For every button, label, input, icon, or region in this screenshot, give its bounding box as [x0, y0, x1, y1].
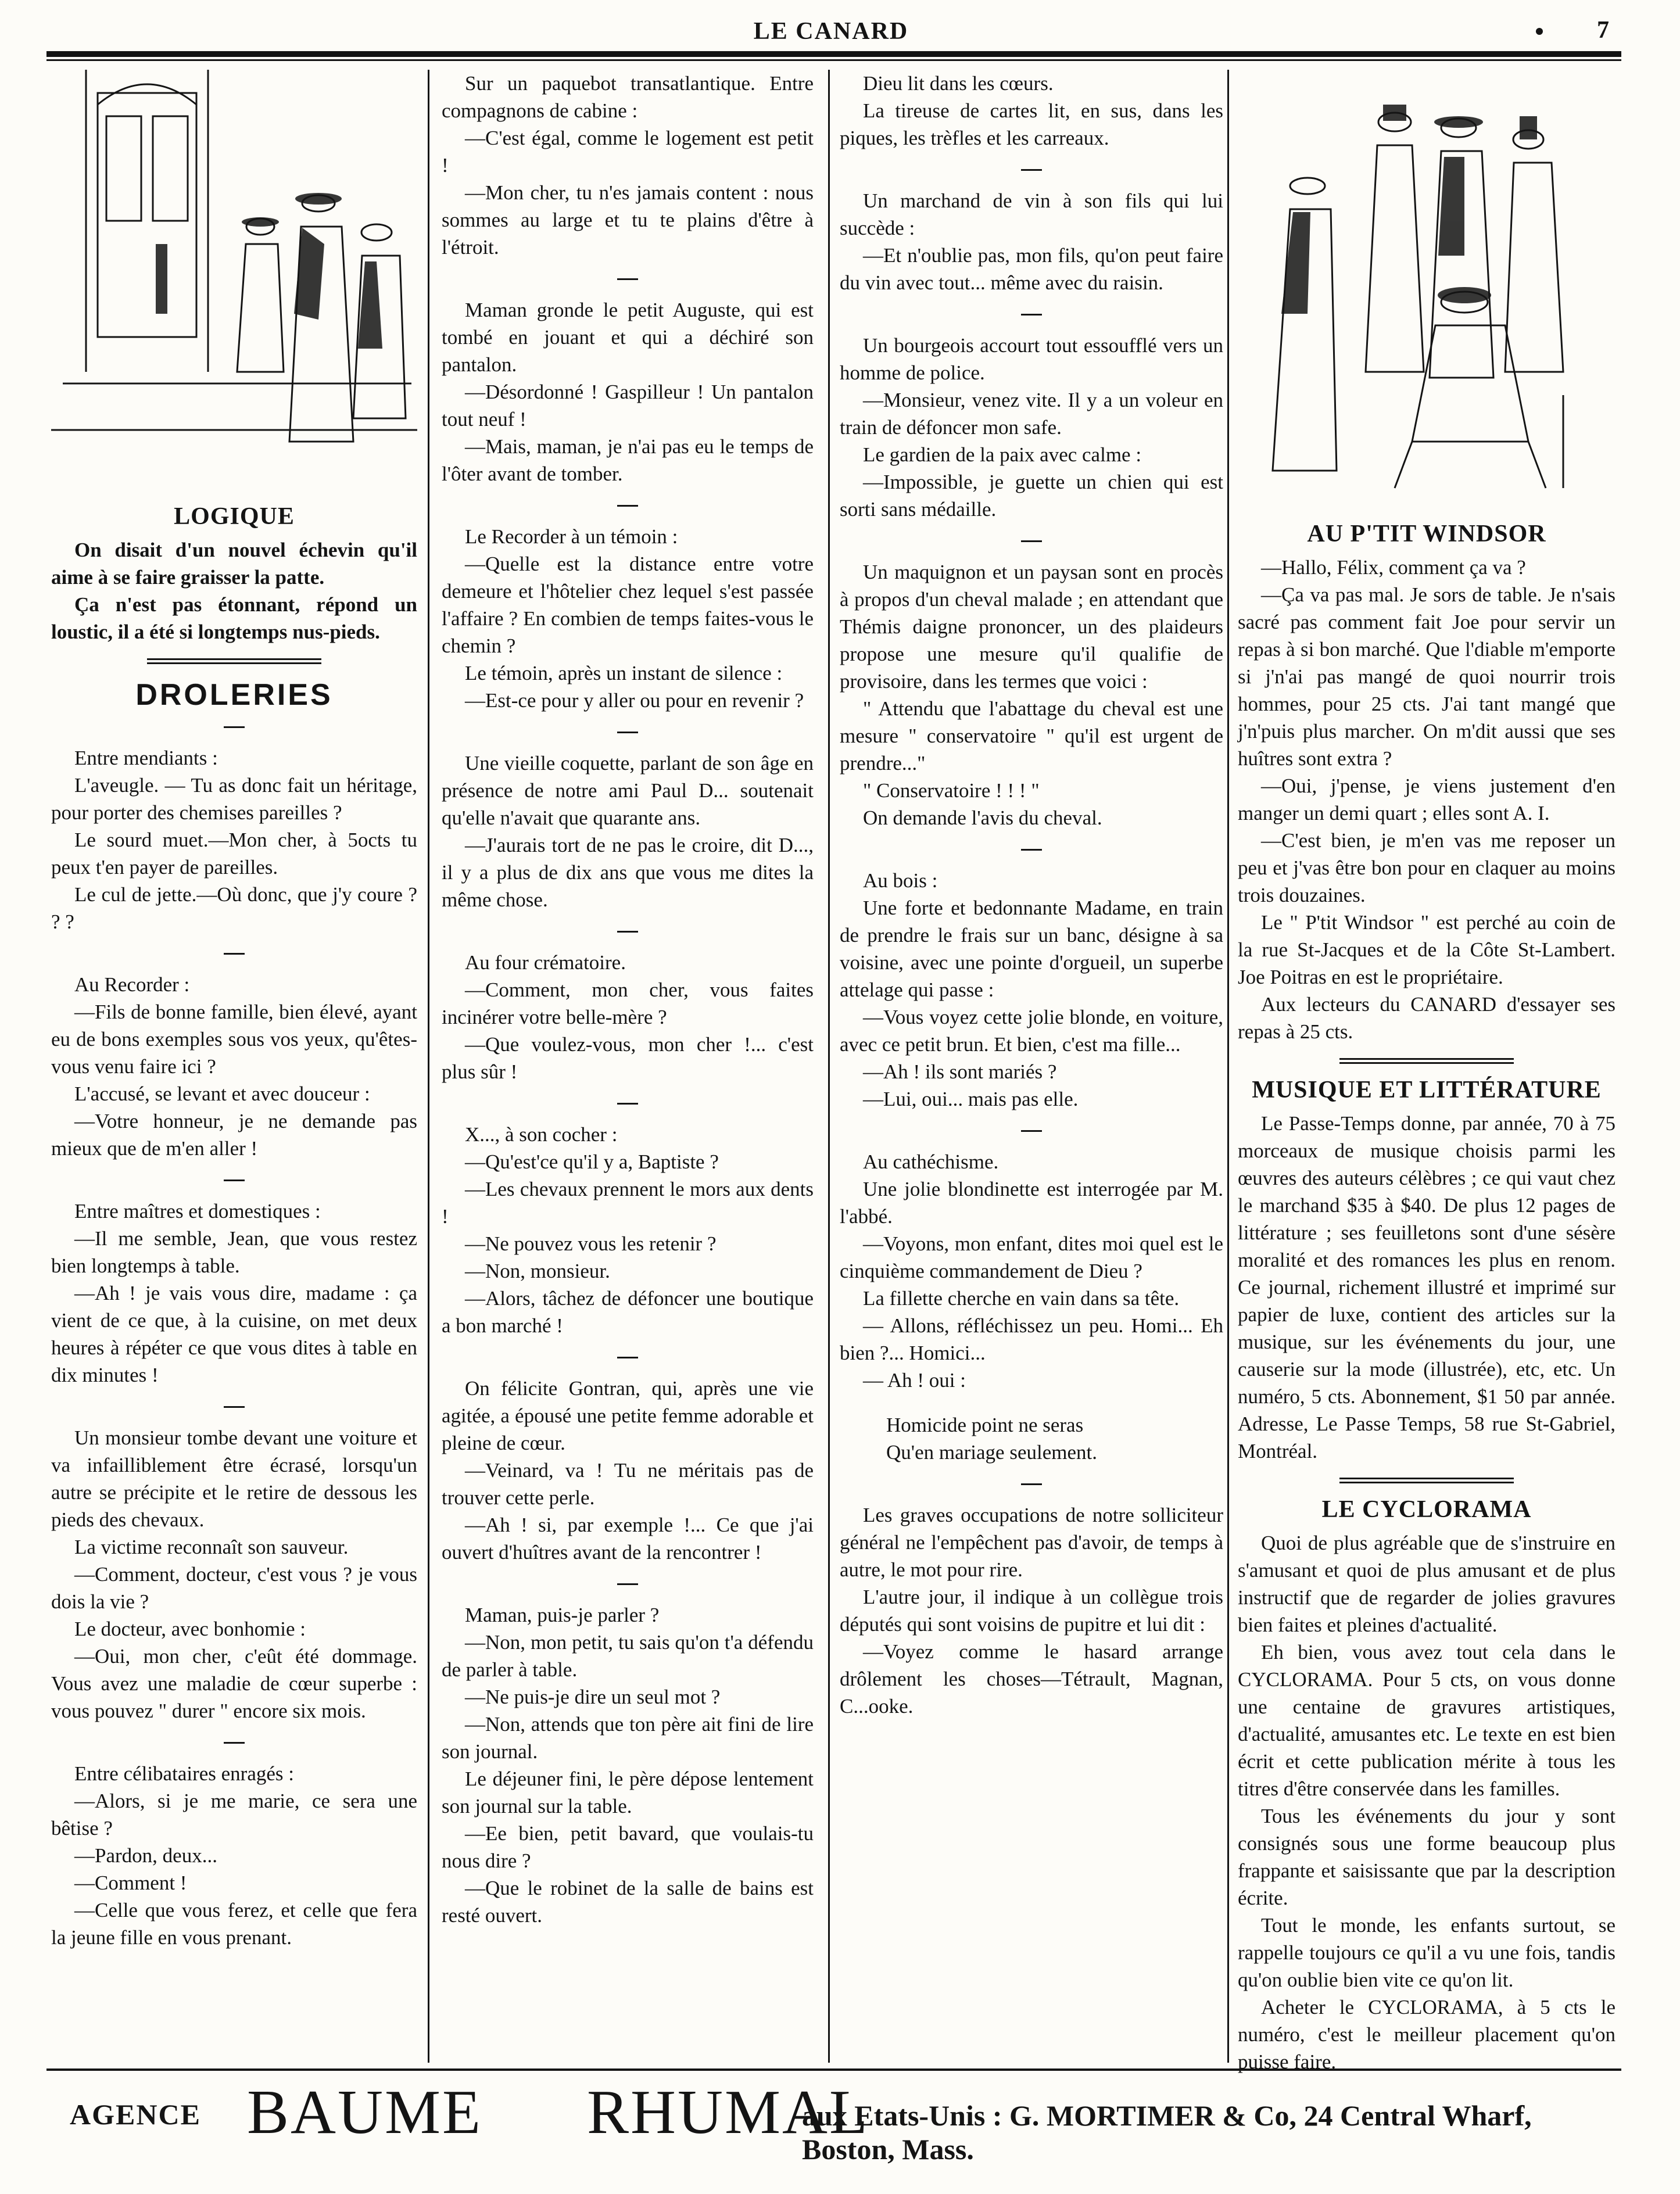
text-paragraph: —Fils de bonne famille, bien élevé, ayant eu de bons exemples sous vos yeux, qu'êtes-vous venu faire ici ? [51, 1001, 417, 1078]
text-paragraph: —Pardon, deux... [74, 1844, 217, 1867]
logique-title: LOGIQUE [174, 503, 295, 530]
ad-brand-rhumal: RHUMAL [587, 2078, 870, 2147]
text-paragraph: —Quelle est la distance entre votre demeure et l'hôtelier chez lequel s'est passée l'affaire ? En combien de temps faites-vous le chemin ? [442, 553, 814, 657]
separator [617, 278, 638, 280]
text-paragraph: —Que le robinet de la salle de bains est resté ouvert. [442, 1877, 814, 1927]
text-paragraph: " Attendu que l'abattage du cheval est une mesure " conservatoire " qu'il est urgent de prendre..." [840, 697, 1223, 775]
text-paragraph: Le docteur, avec bonhomie : [74, 1618, 306, 1640]
ornament-dot [1536, 28, 1543, 35]
logique-paragraph: Ça n'est pas étonnant, répond un loustic, il a été si longtemps nus-pieds. [51, 593, 417, 643]
text-paragraph: Le " P'tit Windsor " est perché au coin de la rue St-Jacques et de la Côte St-Lambert. Joe Poitras en est le propriétaire. [1238, 911, 1615, 988]
text-paragraph: Une jolie blondinette est interrogée par M. l'abbé. [840, 1178, 1223, 1228]
text-paragraph: Eh bien, vous avez tout cela dans le CYCLORAMA. Pour 5 cts, on vous donne une centaine de gravures artistiques, d'actualité, amusantes etc. Le texte en est bien écrit et cette publication mérite à tous les titres d'être conservée dans les familles. [1238, 1641, 1615, 1800]
text-paragraph: —Impossible, je guette un chien qui est sorti sans médaille. [840, 471, 1223, 521]
street-scene-illustration [51, 70, 417, 476]
text-paragraph: L'aveugle. — Tu as donc fait un héritage, pour porter des chemises pareilles ? [51, 774, 417, 824]
text-paragraph: Le témoin, après un instant de silence : [465, 662, 783, 684]
text-paragraph: —Et n'oublie pas, mon fils, qu'on peut faire du vin avec tout... même avec du raisin. [840, 244, 1223, 294]
text-paragraph: Entre célibataires enragés : [74, 1762, 294, 1785]
windsor-title: AU P'TIT WINDSOR [1307, 521, 1546, 547]
footer-advertisement [46, 2068, 1621, 2166]
text-paragraph: —Oui, mon cher, c'eût été dommage. Vous avez une maladie de cœur superbe : vous pouvez " durer " encore six mois. [51, 1645, 417, 1722]
text-paragraph: Aux lecteurs du CANARD d'essayer ses repas à 25 cts. [1238, 993, 1615, 1043]
text-paragraph: —Ah ! je vais vous dire, madame : ça vient de ce que, à la cuisine, on met deux heures à répéter ce que vous dites à table en dix minutes ! [51, 1282, 417, 1386]
text-paragraph: Acheter le CYCLORAMA, à 5 cts le numéro, c'est le meilleur placement qu'on puisse faire. [1238, 1996, 1615, 2073]
text-paragraph: —Oui, j'pense, je viens justement d'en manger un demi quart ; elles sont A. I. [1238, 775, 1615, 824]
section-divider [1339, 1478, 1514, 1483]
text-paragraph: —Comment, mon cher, vous faites incinérer votre belle-mère ? [442, 978, 814, 1028]
text-paragraph: Au bois : [863, 869, 938, 892]
text-paragraph: —Ah ! ils sont mariés ? [863, 1060, 1057, 1083]
text-paragraph: Le sourd muet.—Mon cher, à 5octs tu peux t'en payer de pareilles. [51, 829, 417, 879]
text-paragraph: Un maquignon et un paysan sont en procès à propos d'un cheval malade ; en attendant que Thémis daigne prononcer, un des plaideurs propose une mesure qu'il qualifie de provisoire, dans les termes que voici : [840, 561, 1223, 693]
text-paragraph: —Non, mon petit, tu sais qu'on t'a défendu de parler à table. [442, 1631, 814, 1681]
separator [617, 1103, 638, 1105]
text-paragraph: —Monsieur, venez vite. Il y a un voleur en train de défoncer mon safe. [840, 389, 1223, 439]
group-of-men-illustration [1238, 70, 1615, 494]
text-paragraph: —Ça va pas mal. Je sors de table. Je n'sais sacré pas comment fait Joe pour servir un repas à si bon marché. Que l'diable m'emporte si j'n'ai pas mangé de quoi nourrir trois hommes, pour 25 cts. J'ai tant mangé que j'n'puis plus marcher. On m'dit aussi que ses huîtres sont extra ? [1238, 583, 1615, 770]
text-paragraph: —Votre honneur, je ne demande pas mieux que de m'en aller ! [51, 1110, 417, 1160]
text-paragraph: La tireuse de cartes lit, en sus, dans les piques, les trèfles et les carreaux. [840, 99, 1223, 149]
separator [224, 1742, 245, 1744]
text-paragraph: Le cul de jette.—Où donc, que j'y coure ? ? ? [51, 883, 417, 933]
header-rule [46, 51, 1621, 57]
text-paragraph: —Comment ! [74, 1872, 187, 1894]
text-paragraph: —Non, attends que ton père ait fini de lire son journal. [442, 1713, 814, 1763]
text-paragraph: —Les chevaux prennent le mors aux dents ! [442, 1178, 814, 1228]
text-paragraph: Tout le monde, les enfants surtout, se rappelle toujours ce qu'il a vu une fois, tandis qu'on oublie bien vite ce qu'on lit. [1238, 1914, 1615, 1991]
text-paragraph: " Conservatoire ! ! ! " [863, 779, 1040, 802]
text-paragraph: —Voyons, mon enfant, dites moi quel est le cinquième commandement de Dieu ? [840, 1232, 1223, 1282]
column-divider [428, 70, 429, 2063]
verse-line: Qu'en mariage seulement. [886, 1441, 1097, 1464]
verse-line: Homicide point ne seras [886, 1414, 1084, 1436]
text-paragraph: — Allons, réfléchissez un peu. Homi... Eh bien ?... Homici... [840, 1314, 1223, 1364]
text-paragraph: —Il me semble, Jean, que vous restez bien longtemps à table. [51, 1227, 417, 1277]
text-paragraph: —Ah ! si, par exemple !... Ce que j'ai ouvert d'huîtres avant de la rencontrer ! [442, 1514, 814, 1564]
musique-title: MUSIQUE ET LITTÉRATURE [1252, 1077, 1602, 1103]
masthead [49, 10, 1613, 45]
text-paragraph: Une forte et bedonnante Madame, en train de prendre le frais sur un banc, désigne à sa voisine, avec une pointe d'orgueil, un superbe attelage qui passe : [840, 897, 1223, 1001]
text-paragraph: — Ah ! oui : [863, 1369, 966, 1392]
text-paragraph: Un marchand de vin à son fils qui lui succède : [840, 189, 1223, 239]
text-paragraph: Une vieille coquette, parlant de son âge en présence de notre ami Paul D... soutenait qu'elle n'avait que quarante ans. [442, 752, 814, 829]
text-paragraph: Sur un paquebot transatlantique. Entre compagnons de cabine : [442, 72, 814, 122]
cyclorama-title: LE CYCLORAMA [1321, 1496, 1532, 1523]
text-paragraph: —Alors, tâchez de défoncer une boutique a bon marché ! [442, 1287, 814, 1337]
text-paragraph: La victime reconnaît son sauveur. [74, 1536, 349, 1558]
text-paragraph: Au Recorder : [74, 973, 190, 996]
text-paragraph: On félicite Gontran, qui, après une vie agitée, a épousé une petite femme adorable et pleine de cœur. [442, 1377, 814, 1454]
text-paragraph: Les graves occupations de notre solliciteur général ne l'empêchent pas d'avoir, de temps à autre, le mot pour rire. [840, 1504, 1223, 1581]
text-paragraph: —Lui, oui... mais pas elle. [863, 1088, 1079, 1110]
separator [617, 505, 638, 507]
text-paragraph: —Ne pouvez vous les retenir ? [465, 1232, 717, 1255]
text-paragraph: Le Passe-Temps donne, par année, 70 à 75 morceaux de musique choisis parmi les œuvres des auteurs célèbres ; ce qui vaut chez le marchand $35 à $40. De plus 12 pages de littérature ; ses feuilletons sont d'une sésère moralité et des romances les plus en renom. Ce journal, richement illustré et imprimé sur papier de luxe, contient des articles sur la musique, sur les événements du jour, une causerie sur la mode (illustrée), etc, etc. Un numéro, 5 cts. Abonnement, $1 50 par année. Adresse, Le Passe Temps, 58 rue St-Gabriel, Montréal. [1238, 1112, 1615, 1462]
text-paragraph: On demande l'avis du cheval. [863, 806, 1102, 829]
text-paragraph: —Que voulez-vous, mon cher !... c'est plus sûr ! [442, 1033, 814, 1083]
text-paragraph: L'autre jour, il indique à un collègue trois députés qui sont voisins de pupitre et lui dit : [840, 1586, 1223, 1636]
text-paragraph: Entre maîtres et domestiques : [74, 1200, 321, 1223]
separator [224, 1180, 245, 1181]
text-paragraph: Maman gronde le petit Auguste, qui est tombé en jouant et qui a déchiré son pantalon. [442, 299, 814, 376]
separator [617, 1583, 638, 1585]
text-paragraph: —C'est égal, comme le logement est petit ! [442, 127, 814, 177]
text-paragraph: —Désordonné ! Gaspilleur ! Un pantalon tout neuf ! [442, 381, 814, 431]
separator [617, 732, 638, 733]
column-4 [1238, 70, 1615, 2073]
text-paragraph: —Alors, si je me marie, ce sera une bêtise ? [51, 1790, 417, 1840]
text-paragraph: —Mon cher, tu n'es jamais content : nous sommes au large et tu te plains d'être à l'étroit. [442, 181, 814, 259]
section-divider [147, 658, 321, 664]
section-divider [1339, 1058, 1514, 1064]
text-paragraph: Au cathéchisme. [863, 1150, 999, 1173]
separator [224, 726, 245, 728]
page-number: 7 [1597, 17, 1609, 44]
text-paragraph: —Ee bien, petit bavard, que voulais-tu nous dire ? [442, 1822, 814, 1872]
text-paragraph: Quoi de plus agréable que de s'instruire en s'amusant et quoi de plus amusant et de plus instructif que de regarder de jolies gravures bien faites et pleines d'actualité. [1238, 1532, 1615, 1636]
separator [224, 953, 245, 955]
separator [1021, 849, 1042, 851]
text-paragraph: La fillette cherche en vain dans sa tête. [863, 1287, 1180, 1310]
column-divider [1227, 70, 1229, 2063]
separator [617, 1357, 638, 1358]
text-paragraph: —C'est bien, je m'en vas me reposer un peu et j'vas être bon pour en claquer au moins trois douzaines. [1238, 829, 1615, 906]
text-paragraph: Dieu lit dans les cœurs. [863, 72, 1054, 95]
separator [224, 1406, 245, 1408]
text-paragraph: Le déjeuner fini, le père dépose lentement son journal sur la table. [442, 1768, 814, 1817]
logique-paragraph: On disait d'un nouvel échevin qu'il aime à se faire graisser la patte. [51, 539, 417, 589]
text-paragraph: Au four crématoire. [465, 951, 626, 974]
text-paragraph: —Est-ce pour y aller ou pour en revenir ? [465, 689, 804, 712]
text-paragraph: —Veinard, va ! Tu ne méritais pas de trouver cette perle. [442, 1459, 814, 1509]
text-paragraph: Le Recorder à un témoin : [465, 525, 678, 548]
text-paragraph: X..., à son cocher : [465, 1123, 618, 1146]
separator [617, 931, 638, 933]
text-paragraph: —J'aurais tort de ne pas le croire, dit D..., il y a plus de dix ans que vous me dites la même chose. [442, 834, 814, 911]
text-paragraph: —Ne puis-je dire un seul mot ? [465, 1686, 721, 1708]
text-paragraph: —Vous voyez cette jolie blonde, en voiture, avec ce petit brun. Et bien, c'est ma fille... [840, 1006, 1223, 1056]
separator [1021, 1483, 1042, 1485]
text-paragraph: —Celle que vous ferez, et celle que fera la jeune fille en vous prenant. [51, 1899, 417, 1949]
column-divider [828, 70, 830, 2063]
text-paragraph: Entre mendiants : [74, 747, 218, 769]
newspaper-title: LE CANARD [753, 18, 909, 45]
ad-brand-baume: BAUME [247, 2078, 483, 2147]
droleries-title: DROLERIES [135, 678, 333, 712]
text-paragraph: —Comment, docteur, c'est vous ? je vous dois la vie ? [51, 1563, 417, 1613]
ad-address: aux Etats-Unis : G. MORTIMER & Co, 24 Central Wharf, Boston, Mass. [802, 2099, 1532, 2166]
text-paragraph: Le gardien de la paix avec calme : [863, 443, 1142, 466]
text-paragraph: —Non, monsieur. [465, 1260, 610, 1282]
column-2 [442, 70, 814, 2057]
separator [1021, 314, 1042, 316]
text-paragraph: L'accusé, se levant et avec douceur : [74, 1082, 370, 1105]
text-paragraph: Tous les événements du jour y sont consignés sous une forme beaucoup plus frappante et saisissante que par la description écrite. [1238, 1805, 1615, 1909]
separator [1021, 540, 1042, 542]
text-paragraph: Maman, puis-je parler ? [465, 1604, 660, 1626]
separator [1021, 1130, 1042, 1132]
ad-agence: AGENCE [70, 2098, 201, 2131]
separator [1021, 169, 1042, 171]
text-paragraph: Un monsieur tombe devant une voiture et va infailliblement être écrasé, lorsqu'un autre se précipite et le retire de dessous les pieds des chevaux. [51, 1426, 417, 1531]
header-rule-thin [46, 59, 1621, 61]
column-1 [51, 70, 417, 2057]
text-paragraph: —Voyez comme le hasard arrange drôlement les choses—Tétrault, Magnan, C...ooke. [840, 1640, 1223, 1718]
text-paragraph: —Mais, maman, je n'ai pas eu le temps de l'ôter avant de tomber. [442, 435, 814, 485]
text-paragraph: Un bourgeois accourt tout essoufflé vers un homme de police. [840, 334, 1223, 384]
text-paragraph: —Qu'est'ce qu'il y a, Baptiste ? [465, 1150, 719, 1173]
text-paragraph: —Hallo, Félix, comment ça va ? [1261, 556, 1526, 579]
column-3 [840, 70, 1223, 2057]
